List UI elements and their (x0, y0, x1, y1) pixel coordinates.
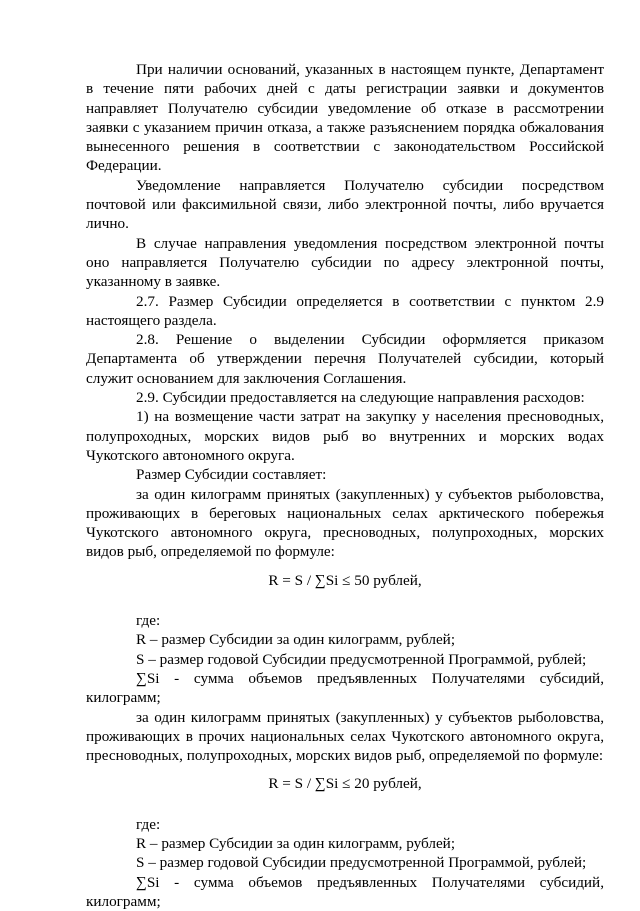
paragraph-coastal-villages: за один килограмм принятых (закупленных) у субъектов рыболовства, проживающих в береговых национальных селах арктического побережья Чукотского автономного округа, пресноводных, полупроходных, морских видов рыб, определяемой по формуле: (86, 485, 604, 561)
paragraph-refusal-notice: При наличии оснований, указанных в настоящем пункте, Департамент в течение пяти рабочих дней с даты регистрации заявки и документов направляет Получателю субсидии уведомление об отказе в рассмотрении заявки с указанием причин отказа, а также разъяснением порядка обжалования вынесенного решения в соответствии с законодательством Российской Федерации. (86, 61, 604, 175)
where-label-2: где: (136, 815, 161, 833)
definition-si-1: ∑Si - сумма объемов предъявленных Получателями субсидий, килограмм; (86, 669, 604, 707)
paragraph-2-7: 2.7. Размер Субсидии определяется в соответствии с пунктом 2.9 настоящего раздела. (86, 292, 604, 329)
paragraph-subsidy-size: Размер Субсидии составляет: (136, 466, 327, 484)
definition-si-2: ∑Si - сумма объемов предъявленных Получателями субсидий, килограмм; (86, 873, 604, 910)
document-body (86, 60, 604, 911)
formula-other: R = S / ∑Si ≤ 20 рублей, (268, 775, 422, 793)
paragraph-item-1: 1) на возмещение части затрат на закупку у населения пресноводных, полупроходных, морских видов рыб во внутренних и морских водах Чукотского автономного округа. (86, 408, 604, 464)
formula-coastal: R = S / ∑Si ≤ 50 рублей, (268, 571, 422, 589)
paragraph-notice-delivery: Уведомление направляется Получателю субсидии посредством почтовой или факсимильной связи, либо электронной почты, либо вручается лично. (86, 176, 604, 233)
paragraph-2-9: 2.9. Субсидии предоставляется на следующие направления расходов: (136, 389, 585, 407)
paragraph-email-notice: В случае направления уведомления посредством электронной почты оно направляется Получателю субсидии по адресу электронной почты, указанному в заявке. (86, 234, 604, 291)
definition-r-1: R – размер Субсидии за один килограмм, рублей; (136, 631, 456, 649)
definition-r-2: R – размер Субсидии за один килограмм, рублей; (136, 834, 456, 852)
definition-s-2: S – размер годовой Субсидии предусмотренной Программой, рублей; (136, 854, 587, 872)
paragraph-2-8: 2.8. Решение о выделении Субсидии оформляется приказом Департамента об утверждении перечня Получателей субсидии, который служит основанием для заключения Соглашения. (86, 331, 604, 387)
definition-s-1: S – размер годовой Субсидии предусмотренной Программой, рублей; (136, 650, 587, 668)
paragraph-other-villages: за один килограмм принятых (закупленных) у субъектов рыболовства, проживающих в прочих национальных селах Чукотского автономного округа, пресноводных, полупроходных, морских видов рыб, определяемой по формуле: (86, 708, 604, 765)
where-label-1: где: (136, 612, 161, 630)
